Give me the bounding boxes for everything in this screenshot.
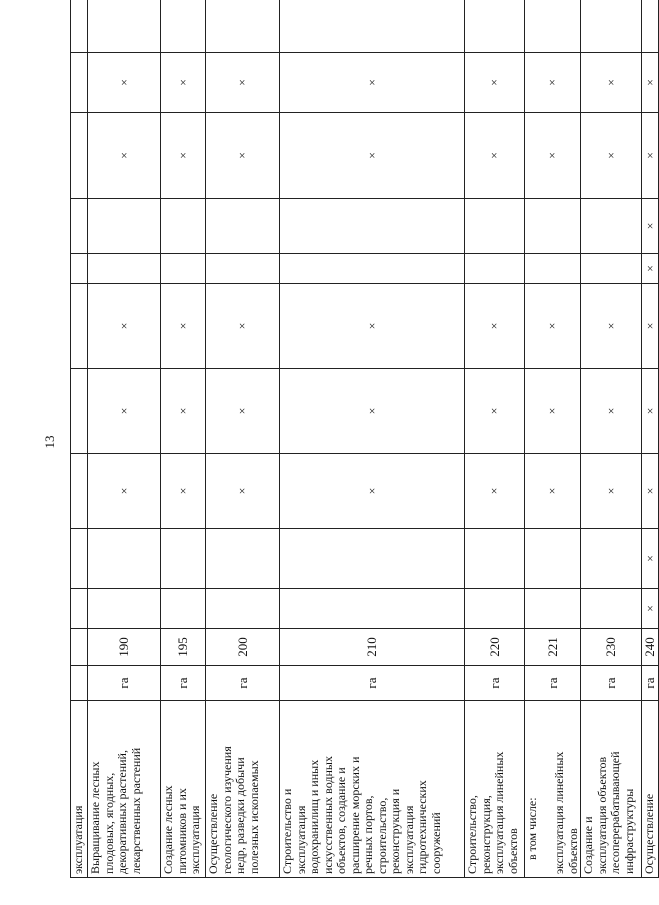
row-label-line: полезных ископаемых	[246, 760, 261, 874]
value-cell	[71, 254, 88, 284]
row-label-line: эксплуатация	[71, 805, 85, 874]
unit-cell: га	[161, 666, 206, 701]
unit-cell: га	[280, 666, 465, 701]
value-cell	[280, 529, 465, 589]
code-cell: 221	[525, 629, 581, 666]
value-cell: ×	[525, 113, 581, 199]
value-cell: ×	[280, 113, 465, 199]
unit-cell	[71, 666, 88, 701]
value-cell	[465, 199, 525, 254]
row-label-line: гидротехнических	[415, 780, 429, 874]
value-cell	[206, 254, 280, 284]
value-cell: ×	[581, 284, 642, 369]
value-cell	[280, 254, 465, 284]
value-cell: ×	[581, 454, 642, 529]
value-cell	[161, 529, 206, 589]
page-number: 13	[42, 435, 57, 449]
unit-cell: га	[206, 666, 280, 701]
row-label-line: речных портов,	[361, 795, 375, 874]
value-cell	[206, 589, 280, 629]
row-label-line: реконструкция и	[388, 788, 402, 874]
value-cell	[88, 199, 161, 254]
value-cell: ×	[642, 454, 659, 529]
value-cell	[71, 113, 88, 199]
row-label	[88, 701, 161, 878]
value-cell: ×	[465, 284, 525, 369]
row-label	[206, 701, 280, 878]
value-cell	[71, 0, 88, 53]
table-row	[206, 0, 280, 878]
row-label-line: декоративных растений,	[115, 750, 129, 874]
value-cell	[206, 529, 280, 589]
value-cell	[280, 0, 465, 53]
row-label-line: недр, разведки добычи	[233, 757, 247, 874]
value-cell	[161, 199, 206, 254]
value-cell	[88, 0, 161, 53]
value-cell: ×	[642, 113, 659, 199]
value-cell: ×	[642, 284, 659, 369]
value-cell	[581, 589, 642, 629]
unit-cell: га	[465, 666, 525, 701]
code-cell: 220	[465, 629, 525, 666]
table-row	[161, 0, 206, 878]
value-cell	[71, 53, 88, 113]
row-label-line: сооружений	[428, 812, 443, 874]
value-cell	[280, 589, 465, 629]
row-label-line: Строительство и	[280, 788, 294, 874]
report-table	[70, 0, 659, 878]
value-cell: ×	[465, 113, 525, 199]
value-cell: ×	[642, 199, 659, 254]
row-label	[161, 701, 206, 878]
value-cell	[581, 0, 642, 53]
value-cell: ×	[525, 369, 581, 454]
unit-cell: га	[88, 666, 161, 701]
value-cell	[525, 529, 581, 589]
code-cell: 190	[88, 629, 161, 666]
value-cell: ×	[206, 369, 280, 454]
value-cell: ×	[206, 454, 280, 529]
value-cell: ×	[161, 369, 206, 454]
row-label-line: расширение морских и	[347, 756, 362, 874]
row-label-line: Осуществление	[642, 793, 656, 874]
row-label-line: геологического изучения	[219, 746, 234, 874]
value-cell: ×	[206, 284, 280, 369]
value-cell: ×	[161, 53, 206, 113]
value-cell	[525, 589, 581, 629]
row-label-line: плодовых, ягодных,	[101, 772, 116, 874]
row-label-line: строительство,	[374, 797, 389, 874]
value-cell	[71, 284, 88, 369]
row-label	[71, 701, 88, 878]
value-cell: ×	[581, 53, 642, 113]
row-label-line: эксплуатация линейных	[552, 751, 566, 874]
code-cell: 240	[642, 629, 659, 666]
value-cell	[525, 199, 581, 254]
value-cell: ×	[280, 53, 465, 113]
row-label-line: эксплуатация объектов	[594, 756, 609, 874]
value-cell: ×	[642, 529, 659, 589]
value-cell: ×	[161, 284, 206, 369]
value-cell	[280, 199, 465, 254]
value-cell	[161, 589, 206, 629]
value-cell	[88, 254, 161, 284]
value-cell: ×	[280, 454, 465, 529]
value-cell: ×	[88, 284, 161, 369]
value-cell: ×	[525, 53, 581, 113]
row-label-line: объектов	[565, 828, 580, 874]
row-label-line: эксплуатация	[188, 805, 202, 874]
value-cell	[161, 0, 206, 53]
value-cell	[465, 529, 525, 589]
row-label-line: эксплуатация линейных	[492, 751, 506, 874]
value-cell: ×	[88, 454, 161, 529]
table-row	[642, 0, 659, 878]
value-cell: ×	[525, 454, 581, 529]
code-cell: 195	[161, 629, 206, 666]
value-cell	[88, 529, 161, 589]
row-label-line: Осуществление	[206, 793, 220, 874]
row-label-line: эксплуатация	[401, 805, 416, 874]
code-cell: 230	[581, 629, 642, 666]
value-cell: ×	[581, 369, 642, 454]
value-cell: ×	[161, 454, 206, 529]
value-cell	[71, 589, 88, 629]
value-cell	[465, 589, 525, 629]
value-cell	[581, 529, 642, 589]
value-cell: ×	[642, 369, 659, 454]
row-label	[280, 701, 465, 878]
row-label	[581, 701, 642, 878]
code-cell: 200	[206, 629, 280, 666]
row-label-line: реконструкция,	[478, 795, 493, 874]
row-label-line: Создание лесных	[161, 785, 175, 874]
row-label	[642, 701, 659, 878]
value-cell: ×	[206, 53, 280, 113]
row-label-line: Создание и	[581, 816, 595, 874]
table-row	[71, 0, 88, 878]
value-cell	[642, 0, 659, 53]
value-cell: ×	[161, 113, 206, 199]
value-cell	[161, 254, 206, 284]
table-row	[88, 0, 161, 878]
value-cell	[71, 454, 88, 529]
value-cell: ×	[525, 284, 581, 369]
table-row	[525, 0, 581, 878]
value-cell	[465, 254, 525, 284]
value-cell: ×	[642, 254, 659, 284]
table-row	[280, 0, 465, 878]
row-label	[465, 701, 525, 878]
row-label-line: инфраструктуры	[621, 788, 636, 874]
row-label	[525, 701, 581, 878]
value-cell: ×	[280, 284, 465, 369]
value-cell	[206, 0, 280, 53]
value-cell	[525, 254, 581, 284]
row-label-line: водохранилищ и иных	[307, 759, 321, 874]
table-row	[465, 0, 525, 878]
row-label-line: эксплуатация	[293, 805, 308, 874]
value-cell: ×	[581, 113, 642, 199]
value-cell	[71, 369, 88, 454]
row-label-line: объектов, создание и	[334, 767, 348, 874]
rotated-table-container	[70, 28, 657, 878]
row-label-line: питомников и их	[174, 788, 189, 874]
code-cell: 210	[280, 629, 465, 666]
value-cell	[71, 199, 88, 254]
row-label-line: лекарственных растений	[128, 747, 143, 874]
value-cell	[581, 199, 642, 254]
unit-cell: га	[642, 666, 659, 701]
row-label-line: лесоперерабатывающей	[608, 751, 622, 874]
value-cell: ×	[465, 53, 525, 113]
row-label-line: в том числе:	[525, 797, 539, 860]
value-cell	[71, 529, 88, 589]
row-label-line: Выращивание лесных	[88, 761, 102, 874]
value-cell: ×	[642, 53, 659, 113]
value-cell: ×	[642, 589, 659, 629]
value-cell	[525, 0, 581, 53]
value-cell: ×	[465, 454, 525, 529]
unit-cell: га	[581, 666, 642, 701]
value-cell	[206, 199, 280, 254]
value-cell	[88, 589, 161, 629]
row-label-line: Строительство,	[465, 795, 479, 874]
value-cell: ×	[206, 113, 280, 199]
unit-cell: га	[525, 666, 581, 701]
row-label-line: объектов	[505, 828, 520, 874]
row-label-line: искусственных водных	[320, 756, 335, 874]
value-cell: ×	[465, 369, 525, 454]
table-row	[581, 0, 642, 878]
value-cell: ×	[88, 53, 161, 113]
value-cell: ×	[88, 369, 161, 454]
value-cell	[581, 254, 642, 284]
value-cell: ×	[280, 369, 465, 454]
code-cell	[71, 629, 88, 666]
value-cell	[465, 0, 525, 53]
value-cell: ×	[88, 113, 161, 199]
